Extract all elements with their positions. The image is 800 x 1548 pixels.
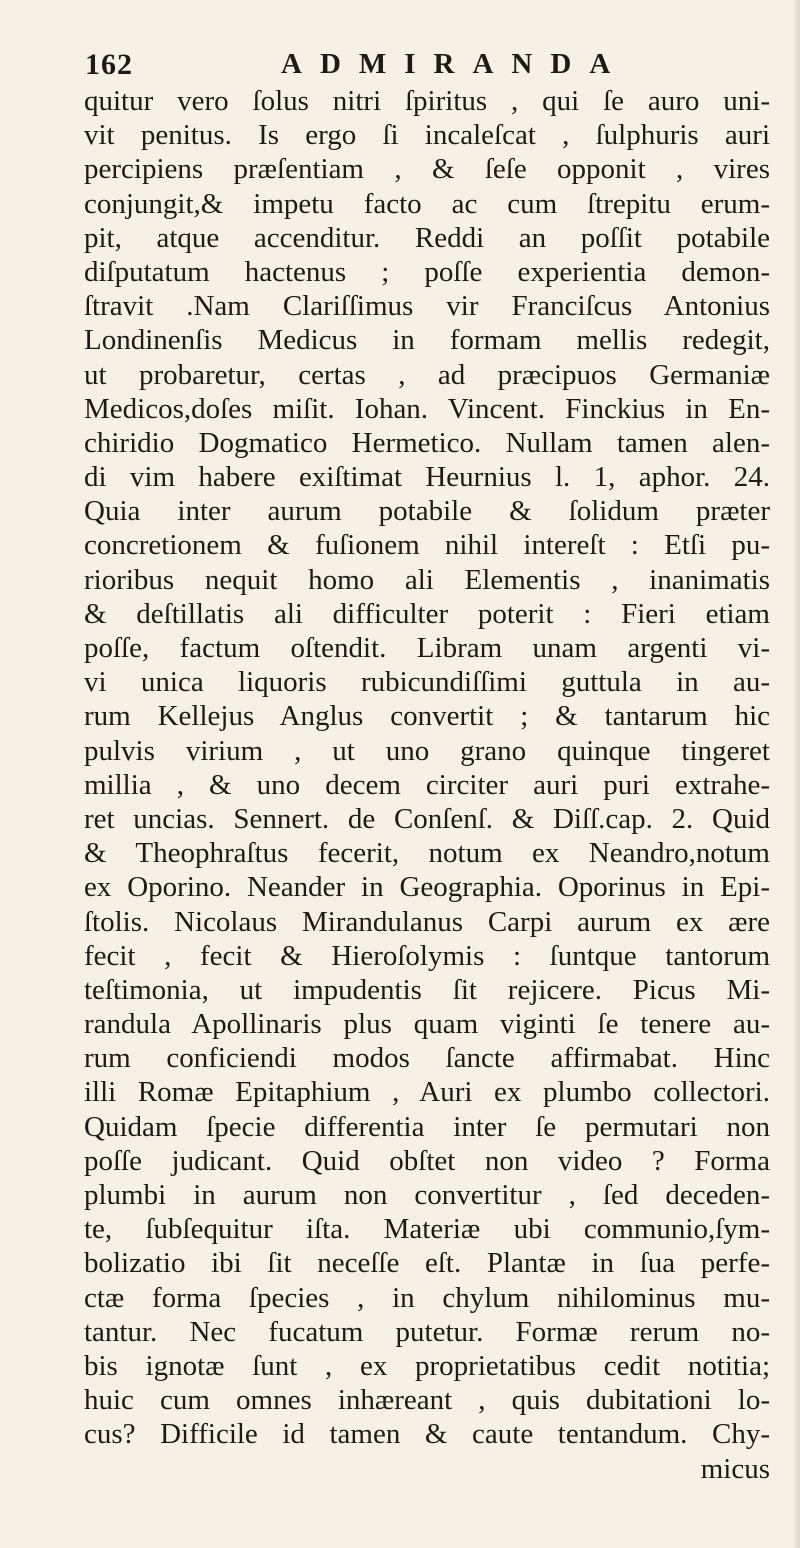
text-line: teſtimonia, ut impudentis ſit rejicere. Picus Mi- — [84, 973, 770, 1006]
text-line: poſſe, factum oſtendit. Libram unam argenti vi- — [84, 632, 770, 664]
text-line: millia , & uno decem circiter auri puri extrahe- — [84, 768, 770, 801]
text-line: diſputatum hactenus ; poſſe experientia demon- — [84, 255, 770, 288]
text-line: cus? Difficile id tamen & caute tentandum. Chy- — [84, 1418, 770, 1451]
text-line: pulvis virium , ut uno grano quinque tingeret — [84, 734, 770, 767]
text-line: Quia inter aurum potabile & ſolidum præter — [84, 495, 770, 528]
text-line: rioribus nequit homo ali Elementis , inanimatis — [84, 563, 770, 596]
text-line: Medicos,doſes miſit. Iohan. Vincent. Finckius in En- — [84, 392, 770, 425]
text-line: huic cum omnes inhæreant , quis dubitationi lo- — [84, 1384, 770, 1417]
text-line: Londinenſis Medicus in formam mellis redegit, — [84, 324, 770, 357]
text-line: fecit , fecit & Hieroſolymis : ſuntque tantorum — [84, 939, 770, 972]
text-line: rum conficiendi modos ſancte affirmabat. Hinc — [84, 1042, 770, 1075]
text-line: vi unica liquoris rubicundiſſimi guttula in au- — [84, 666, 770, 699]
text-line: bis ignotæ ſunt , ex proprietatibus cedit notitia; — [84, 1349, 770, 1382]
text-line: randula Apollinaris plus quam viginti ſe tenere au- — [84, 1008, 770, 1041]
text-line: ctæ forma ſpecies , in chylum nihilominus mu- — [84, 1281, 770, 1314]
text-line: plumbi in aurum non convertitur , ſed deceden- — [84, 1179, 770, 1211]
text-line: illi Romæ Epitaphium , Auri ex plumbo collectori. — [84, 1076, 770, 1109]
text-line: ſtravit .Nam Clariſſimus vir Franciſcus Antonius — [84, 290, 770, 323]
text-line: & deſtillatis ali difficulter poterit : Fieri etiam — [84, 597, 770, 630]
page-number: 162 — [85, 48, 133, 81]
text-line: Quidam ſpecie differentia inter ſe permutari non — [84, 1110, 770, 1143]
text-line: di vim habere exiſtimat Heurnius l. 1, aphor. 24. — [84, 461, 770, 494]
page-header — [85, 48, 725, 88]
text-line: quitur vero ſolus nitri ſpiritus , qui ſe auro uni- — [84, 85, 770, 117]
body-text — [84, 84, 770, 1486]
text-line: tantur. Nec fucatum putetur. Formæ rerum no- — [84, 1315, 770, 1348]
running-head: ADMIRANDA — [281, 48, 629, 80]
text-line: ret uncias. Sennert. de Conſenſ. & Diſſ.cap. 2. Quid — [84, 802, 770, 835]
catchword: micus — [700, 1452, 770, 1485]
text-line: concretionem & fuſionem nihil intereſt : Etſi pu- — [84, 529, 770, 562]
text-line: chiridio Dogmatico Hermetico. Nullam tamen alen- — [84, 426, 770, 459]
text-line: vit penitus. Is ergo ſi incaleſcat , ſulphuris auri — [84, 119, 770, 152]
text-line: ut probaretur, certas , ad præcipuos Germaniæ — [84, 358, 770, 391]
text-line: bolizatio ibi ſit neceſſe eſt. Plantæ in ſua perfe- — [84, 1247, 770, 1280]
text-line: conjungit,& impetu facto ac cum ſtrepitu erum- — [84, 187, 770, 220]
text-line: ex Oporino. Neander in Geographia. Oporinus in Epi- — [84, 871, 770, 904]
text-line: & Theophraſtus fecerit, notum ex Neandro,notum — [84, 837, 770, 870]
text-line: poſſe judicant. Quid obſtet non video ? Forma — [84, 1144, 770, 1177]
text-line: te, ſubſequitur iſta. Materiæ ubi communio,ſym- — [84, 1213, 770, 1246]
page-edge — [794, 0, 800, 1548]
text-line: pit, atque accenditur. Reddi an poſſit potabile — [84, 221, 770, 254]
text-line: rum Kellejus Anglus convertit ; & tantarum hic — [84, 700, 770, 733]
text-line: ſtolis. Nicolaus Mirandulanus Carpi aurum ex ære — [84, 905, 770, 938]
text-line: percipiens præſentiam , & ſeſe opponit , vires — [84, 153, 770, 186]
